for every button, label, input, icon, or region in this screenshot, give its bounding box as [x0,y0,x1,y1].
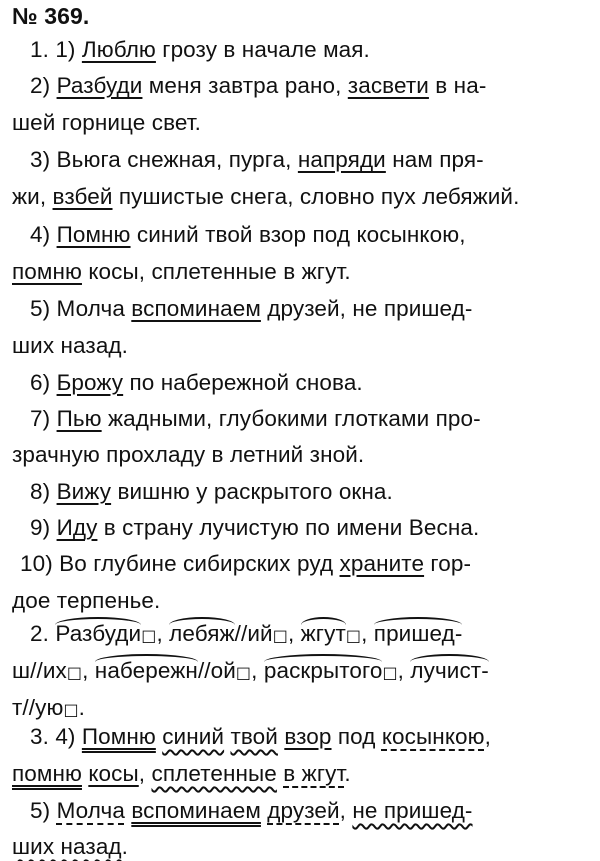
text-line [12,109,201,137]
text-segment: . [121,834,129,859]
predicate-word: засвети [347,73,429,98]
text-segment: , [138,761,152,786]
word-ending: т//ую [12,695,64,720]
text-segment: вишню у раскрытого окна. [111,479,393,504]
text-segment: 3) Вьюга снежная, пурга, [30,147,298,172]
predicate-word: Брожу [56,370,124,395]
predicate-word: взбей [52,184,113,209]
predicate-word: Люблю [81,37,156,62]
text-segment: дое терпенье. [12,588,161,613]
text-line [30,72,486,100]
text-segment: 9) [30,515,57,540]
sentence-member: помню [12,761,82,786]
ending-box: □ [141,626,157,645]
text-line [30,405,481,433]
text-line [30,478,393,506]
text-segment: 2) [30,73,57,98]
predicate-word: храните [339,551,425,576]
text-segment: синий твой взор под косынкою, [130,222,466,247]
ending-box: □ [345,626,362,645]
analysis-line [30,723,491,751]
sentence-member: косынкою [381,724,485,749]
word-stem: лебяж [169,621,235,646]
predicate-word: напряди [297,147,386,172]
analysis-line [12,694,85,724]
text-segment: в страну лучистую по имени Весна. [97,515,480,540]
predicate-word: Вижу [56,479,112,504]
analysis-line [12,657,489,687]
sentence-member: сплетенные [151,761,277,786]
text-segment: в на- [428,73,487,98]
text-segment: 5) Молча [30,296,132,321]
text-segment: пушистые снега, словно пух лебяжий. [112,184,520,209]
predicate-word: Иду [56,515,98,540]
word-ending: //ий [234,621,273,646]
predicate-word: вспоминаем [131,296,261,321]
text-segment: 5) [30,798,57,823]
text-segment: 1. 1) [30,37,82,62]
text-line [30,36,370,64]
sentence-member: взор [284,724,332,749]
sentence-member: Помню [81,724,156,749]
predicate-word: Разбуди [56,73,143,98]
text-segment: . [78,695,86,720]
text-segment: ших назад. [12,333,129,358]
text-line [30,221,466,249]
ending-box: □ [382,663,398,682]
text-line [12,183,519,211]
analysis-line [30,620,462,650]
text-segment: , [156,621,170,646]
text-line [12,332,128,360]
ending-box: □ [272,626,288,645]
sentence-member: не пришед- [352,798,473,823]
predicate-word: Помню [56,222,131,247]
text-segment: шей горнице свет. [12,110,201,135]
sentence-member: синий [162,724,225,749]
text-segment: 7) [30,406,57,431]
exercise-number [12,2,89,30]
ending-box: □ [235,663,252,682]
sentence-member: ших назад [12,834,122,859]
exercise-number-text: № 369. [12,3,90,29]
text-segment: , [484,724,491,749]
sentence-member: Молча [56,798,125,823]
sentence-member: вспоминаем [131,798,261,823]
analysis-line [30,797,473,825]
word-stem: Разбуди [55,621,142,646]
text-line [30,295,473,323]
word-stem: пришед- [373,621,463,646]
text-segment: грозу в начале мая. [155,37,370,62]
text-segment: . [344,761,351,786]
text-line [30,146,484,174]
word-stem: раскрытого [263,658,383,683]
text-line [20,550,471,578]
text-segment: 3. 4) [30,724,82,749]
text-segment: под [331,724,382,749]
text-segment: , [82,658,95,683]
text-segment: , [397,658,411,683]
text-segment: друзей, не пришед- [260,296,473,321]
ending-box: □ [63,700,79,719]
text-segment: 4) [30,222,57,247]
text-segment: 8) [30,479,57,504]
word-stem: жгут [300,621,346,646]
predicate-word: помню [12,259,82,284]
text-segment: зрачную прохладу в летний зной. [12,442,365,467]
analysis-line [12,760,351,788]
text-segment: , [251,658,264,683]
text-line [12,258,351,286]
word-ending: //ой [197,658,236,683]
text-segment: 10) Во глубине сибирских руд [20,551,340,576]
sentence-member: твой [230,724,278,749]
sentence-member: друзей [267,798,340,823]
word-ending: ш//их [12,658,67,683]
text-segment: жи, [12,184,53,209]
analysis-line [12,833,128,861]
text-line [12,441,364,469]
text-segment: , [339,798,353,823]
text-segment: нам пря- [385,147,484,172]
ending-box: □ [66,663,83,682]
text-segment: 2. [30,621,56,646]
text-line [12,587,160,615]
word-stem: набережн [94,658,198,683]
text-segment: косы, сплетенные в жгут. [81,259,351,284]
word-stem: лучист- [410,658,489,683]
text-segment: 6) [30,370,57,395]
text-segment: , [287,621,301,646]
text-segment: по набережной снова. [123,370,363,395]
sentence-member: в жгут [283,761,345,786]
sentence-member: косы [88,761,139,786]
predicate-word: Пью [56,406,102,431]
text-line [30,369,363,397]
text-segment: , [361,621,374,646]
text-segment: жадными, глубокими глотками про- [101,406,481,431]
text-line [30,514,479,542]
text-segment: гор- [424,551,472,576]
text-segment: меня завтра рано, [142,73,348,98]
